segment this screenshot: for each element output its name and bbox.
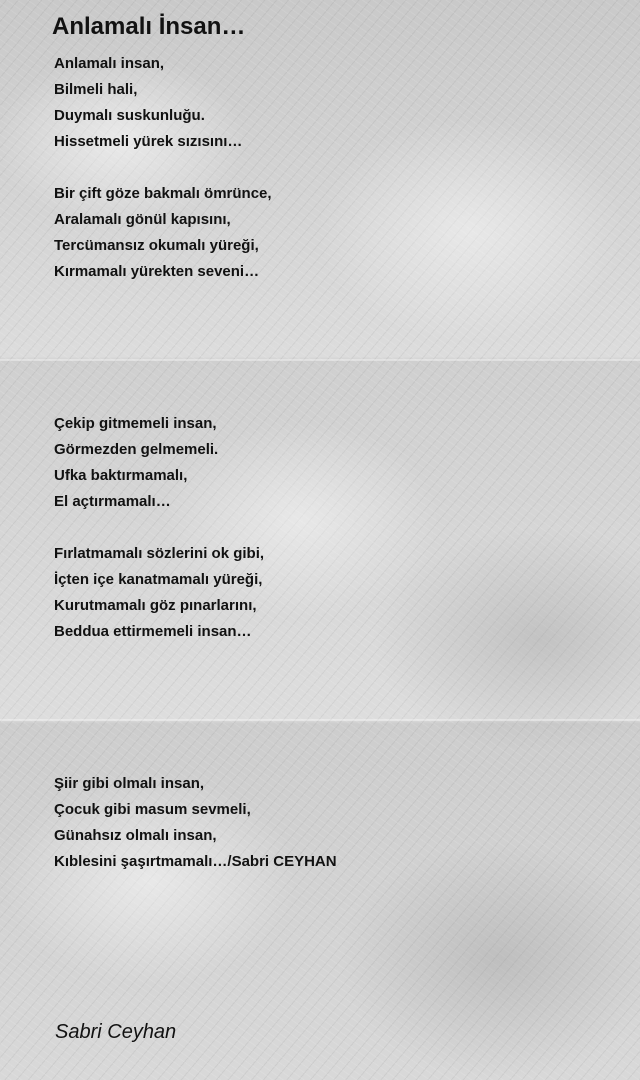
stanza-2 <box>54 181 272 285</box>
stanza-1 <box>54 51 242 155</box>
poem-line: Kırmamalı yürekten seveni… <box>54 263 260 280</box>
poem-line: Beddua ettirmemeli insan… <box>54 623 252 640</box>
poem-line: Fırlatmamalı sözlerini ok gibi, <box>54 545 265 562</box>
poem-title: Anlamalı İnsan… <box>52 13 246 40</box>
poem-line: Hissetmeli yürek sızısını… <box>54 133 243 150</box>
poem-line: Günahsız olmalı insan, <box>54 827 217 844</box>
panel-divider <box>0 359 640 361</box>
stanza-5 <box>54 771 337 875</box>
poem-line: Çekip gitmemeli insan, <box>54 415 217 432</box>
stanza-4 <box>54 541 264 645</box>
poem-line: Görmezden gelmemeli. <box>54 441 219 458</box>
poem-line: Tercümansız okumalı yüreği, <box>54 237 259 254</box>
poem-line: Çocuk gibi masum sevmeli, <box>54 801 251 818</box>
poem-line: Anlamalı insan, <box>54 55 165 72</box>
poem-line: Duymalı suskunluğu. <box>54 107 205 124</box>
poem-line: Bir çift göze bakmalı ömrünce, <box>54 185 272 202</box>
poem-line: Kıblesini şaşırtmamalı…/Sabri CEYHAN <box>54 853 337 870</box>
poem-line: Kurutmamalı göz pınarlarını, <box>54 597 257 614</box>
poem-line: Şiir gibi olmalı insan, <box>54 775 205 792</box>
poem-line: El açtırmamalı… <box>54 493 171 510</box>
author-signature: Sabri Ceyhan <box>55 1021 177 1043</box>
poem-line: Bilmeli hali, <box>54 81 138 98</box>
poem-line: Ufka baktırmamalı, <box>54 467 188 484</box>
panel-divider <box>0 719 640 721</box>
stanza-3 <box>54 411 218 515</box>
poem-line: Aralamalı gönül kapısını, <box>54 211 231 228</box>
poem-line: İçten içe kanatmamalı yüreği, <box>54 571 263 588</box>
